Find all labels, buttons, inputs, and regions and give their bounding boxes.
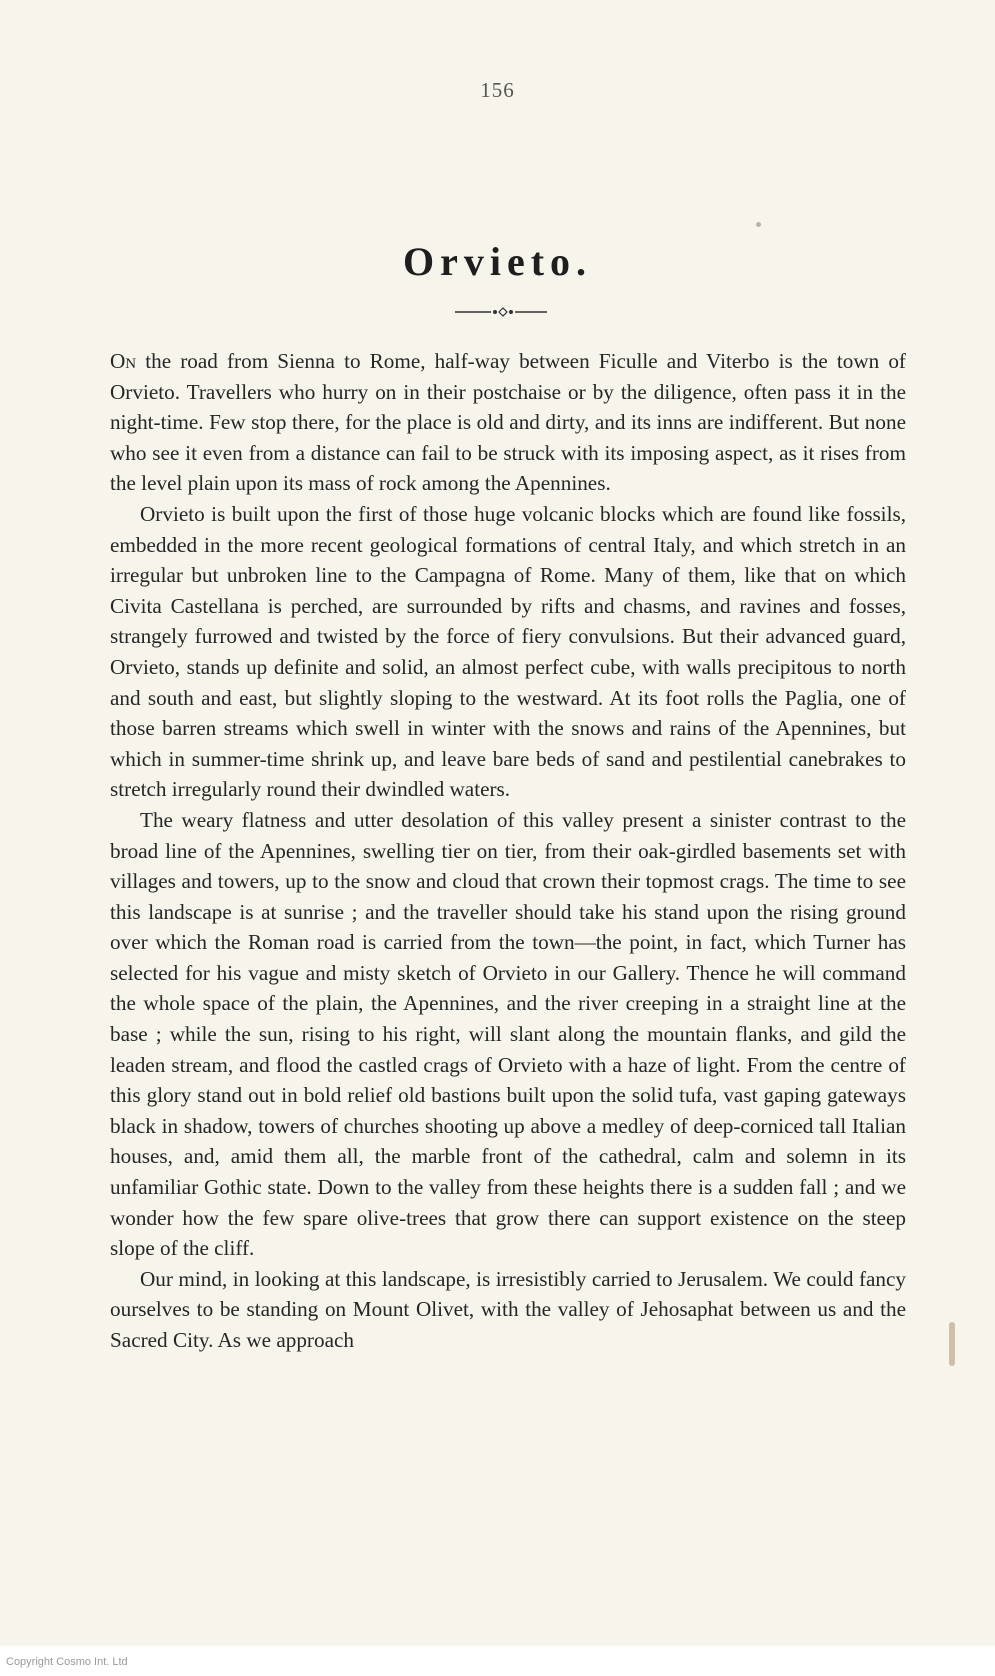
article-body: [110, 346, 906, 1356]
article-title: Orvieto.: [402, 239, 593, 284]
paper-speck: [756, 222, 761, 227]
opening-word: On: [110, 349, 137, 373]
paragraph-1-text: the road from Sienna to Rome, half-way between Ficulle and Viterbo is the town of Orvieto. Travellers who hurry on in their postchaise or by the diligence, often pass it in the night-time. Few stop there, for the place is old and dirty, and its inns are indifferent. But none who see it even from a distance can fail to be struck with its imposing aspect, as it rises from the level plain upon its mass of rock among the Apennines.: [110, 349, 906, 496]
title-ornament: [455, 306, 547, 318]
copyright-notice: Copyright Cosmo Int. Ltd: [6, 1656, 128, 1668]
paragraph-1: [110, 346, 906, 499]
page-number: 156: [480, 78, 515, 102]
paragraph-2: Orvieto is built upon the first of those huge volcanic blocks which are found like fossils, embedded in the more recent geological formations of central Italy, and which stretch in an irregular but unbroken line to the Campagna of Rome. Many of them, like that on which Civita Castellana is perched, are surrounded by rifts and chasms, and ravines and fosses, strangely furrowed and twisted by the force of fiery convulsions. But their advanced guard, Orvieto, stands up definite and solid, an almost perfect cube, with walls precipitous to north and south and east, but slightly sloping to the westward. At its foot rolls the Paglia, one of those barren streams which swell in winter with the snows and rains of the Apennines, but which in summer-time shrink up, and leave bare beds of sand and pestilential canebrakes to stretch irregularly round their dwindled waters.: [110, 501, 906, 802]
paragraph-3: The weary flatness and utter desolation of this valley present a sinister contrast to the broad line of the Apennines, swelling tier on tier, from their oak-girdled basements set with villages and towers, up to the snow and cloud that crown their topmost crags. The time to see this landscape is at sunrise ; and the traveller should take his stand upon the rising ground over which the Roman road is carried from the town—the point, in fact, which Turner has selected for his vague and misty sketch of Orvieto in our Gallery. Thence he will command the whole space of the plain, the Apennines, and the river creeping in a straight line at the base ; while the sun, rising to his right, will slant along the mountain flanks, and gild the leaden stream, and flood the castled crags of Orvieto with a haze of light. From the centre of this glory stand out in bold relief old bastions built upon the solid tufa, vast gaping gateways black in shadow, towers of churches shooting up above a medley of deep-corniced tall Italian houses, and, amid them all, the marble front of the cathedral, calm and solemn in its unfamiliar Gothic state. Down to the valley from these heights there is a sudden fall ; and we wonder how the few spare olive-trees that grow there can support existence on the steep slope of the cliff.: [110, 807, 906, 1261]
page-edge-mark: [949, 1322, 955, 1366]
bottom-margin: [0, 1646, 995, 1676]
paragraph-4: Our mind, in looking at this landscape, is irresistibly carried to Jerusalem. We could fancy ourselves to be standing on Mount Olivet, with the valley of Jehosaphat between us and the Sacred City. As we approach: [110, 1266, 906, 1352]
